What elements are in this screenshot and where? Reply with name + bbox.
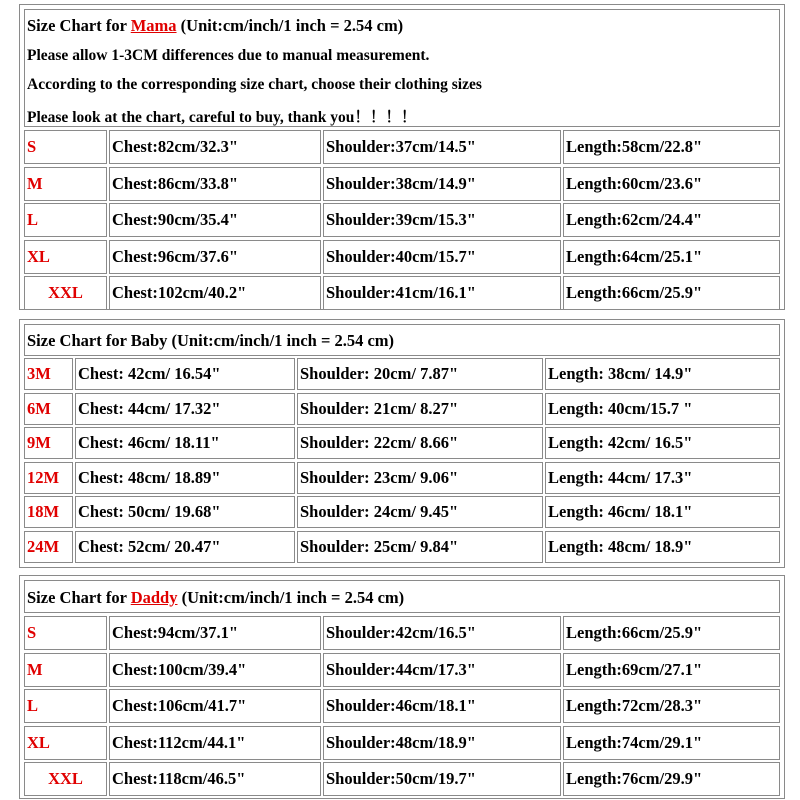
daddy-size-table: [19, 575, 785, 799]
baby-shoulder-cell: Shoulder: 23cm/ 9.06": [297, 462, 543, 494]
mama-size-table: [19, 4, 785, 310]
mama-length-cell: Length:64cm/25.1": [563, 240, 780, 274]
mama-length-cell: Length:60cm/23.6": [563, 167, 780, 201]
daddy-chest-cell: Chest:100cm/39.4": [109, 653, 321, 687]
mama-chest-cell: Chest:102cm/40.2": [109, 276, 321, 310]
daddy-length-cell: Length:72cm/28.3": [563, 689, 780, 723]
baby-title: Size Chart for Baby (Unit:cm/inch/1 inch = 2.54 cm): [27, 331, 395, 350]
daddy-title-who: Daddy: [130, 588, 178, 607]
baby-size-cell: 12M: [24, 462, 73, 494]
mama-header: [24, 9, 780, 127]
daddy-shoulder-cell: Shoulder:46cm/18.1": [323, 689, 561, 723]
daddy-size-cell: M: [24, 653, 107, 687]
baby-size-cell: 18M: [24, 496, 73, 528]
daddy-length-cell: Length:74cm/29.1": [563, 726, 780, 760]
baby-size-cell: 6M: [24, 393, 73, 425]
mama-chest-cell: Chest:96cm/37.6": [109, 240, 321, 274]
daddy-title: Size Chart for Daddy (Unit:cm/inch/1 inch = 2.54 cm): [27, 588, 405, 607]
daddy-size-cell: L: [24, 689, 107, 723]
mama-shoulder-cell: Shoulder:41cm/16.1": [323, 276, 561, 310]
baby-shoulder-cell: Shoulder: 22cm/ 8.66": [297, 427, 543, 459]
baby-size-cell: 9M: [24, 427, 73, 459]
daddy-size-cell: XL: [24, 726, 107, 760]
mama-title-who: Mama: [130, 16, 177, 35]
daddy-size-cell: S: [24, 616, 107, 650]
daddy-chest-cell: Chest:112cm/44.1": [109, 726, 321, 760]
daddy-length-cell: Length:76cm/29.9": [563, 762, 780, 796]
mama-title: Size Chart for Mama (Unit:cm/inch/1 inch = 2.54 cm): [27, 16, 404, 35]
mama-shoulder-cell: Shoulder:38cm/14.9": [323, 167, 561, 201]
baby-length-cell: Length: 44cm/ 17.3": [545, 462, 780, 494]
mama-length-cell: Length:62cm/24.4": [563, 203, 780, 237]
daddy-header: [24, 580, 780, 613]
mama-chest-cell: Chest:82cm/32.3": [109, 130, 321, 164]
mama-note-3: Please look at the chart, careful to buy, thank you！！！！: [27, 109, 417, 126]
mama-note-1: Please allow 1-3CM differences due to manual measurement.: [27, 47, 430, 64]
daddy-chest-cell: Chest:106cm/41.7": [109, 689, 321, 723]
baby-length-cell: Length: 48cm/ 18.9": [545, 531, 780, 563]
daddy-size-cell: XXL: [24, 762, 107, 796]
daddy-shoulder-cell: Shoulder:50cm/19.7": [323, 762, 561, 796]
baby-chest-cell: Chest: 52cm/ 20.47": [75, 531, 295, 563]
mama-chest-cell: Chest:90cm/35.4": [109, 203, 321, 237]
baby-shoulder-cell: Shoulder: 20cm/ 7.87": [297, 358, 543, 390]
baby-size-cell: 3M: [24, 358, 73, 390]
mama-size-cell: M: [24, 167, 107, 201]
daddy-length-cell: Length:69cm/27.1": [563, 653, 780, 687]
baby-chest-cell: Chest: 50cm/ 19.68": [75, 496, 295, 528]
baby-header: [24, 324, 780, 356]
mama-length-cell: Length:58cm/22.8": [563, 130, 780, 164]
baby-length-cell: Length: 40cm/15.7 ": [545, 393, 780, 425]
mama-shoulder-cell: Shoulder:37cm/14.5": [323, 130, 561, 164]
baby-chest-cell: Chest: 44cm/ 17.32": [75, 393, 295, 425]
mama-length-cell: Length:66cm/25.9": [563, 276, 780, 310]
baby-length-cell: Length: 42cm/ 16.5": [545, 427, 780, 459]
baby-chest-cell: Chest: 48cm/ 18.89": [75, 462, 295, 494]
mama-size-cell: XXL: [24, 276, 107, 310]
baby-shoulder-cell: Shoulder: 21cm/ 8.27": [297, 393, 543, 425]
daddy-chest-cell: Chest:118cm/46.5": [109, 762, 321, 796]
baby-size-cell: 24M: [24, 531, 73, 563]
baby-chest-cell: Chest: 46cm/ 18.11": [75, 427, 295, 459]
baby-chest-cell: Chest: 42cm/ 16.54": [75, 358, 295, 390]
daddy-shoulder-cell: Shoulder:48cm/18.9": [323, 726, 561, 760]
mama-note-2: According to the corresponding size chart, choose their clothing sizes: [27, 76, 482, 93]
daddy-chest-cell: Chest:94cm/37.1": [109, 616, 321, 650]
daddy-length-cell: Length:66cm/25.9": [563, 616, 780, 650]
daddy-shoulder-cell: Shoulder:42cm/16.5": [323, 616, 561, 650]
baby-shoulder-cell: Shoulder: 24cm/ 9.45": [297, 496, 543, 528]
baby-shoulder-cell: Shoulder: 25cm/ 9.84": [297, 531, 543, 563]
baby-length-cell: Length: 46cm/ 18.1": [545, 496, 780, 528]
mama-chest-cell: Chest:86cm/33.8": [109, 167, 321, 201]
baby-size-table: [19, 319, 785, 568]
mama-shoulder-cell: Shoulder:40cm/15.7": [323, 240, 561, 274]
mama-shoulder-cell: Shoulder:39cm/15.3": [323, 203, 561, 237]
daddy-shoulder-cell: Shoulder:44cm/17.3": [323, 653, 561, 687]
mama-size-cell: S: [24, 130, 107, 164]
mama-size-cell: L: [24, 203, 107, 237]
mama-size-cell: XL: [24, 240, 107, 274]
baby-length-cell: Length: 38cm/ 14.9": [545, 358, 780, 390]
